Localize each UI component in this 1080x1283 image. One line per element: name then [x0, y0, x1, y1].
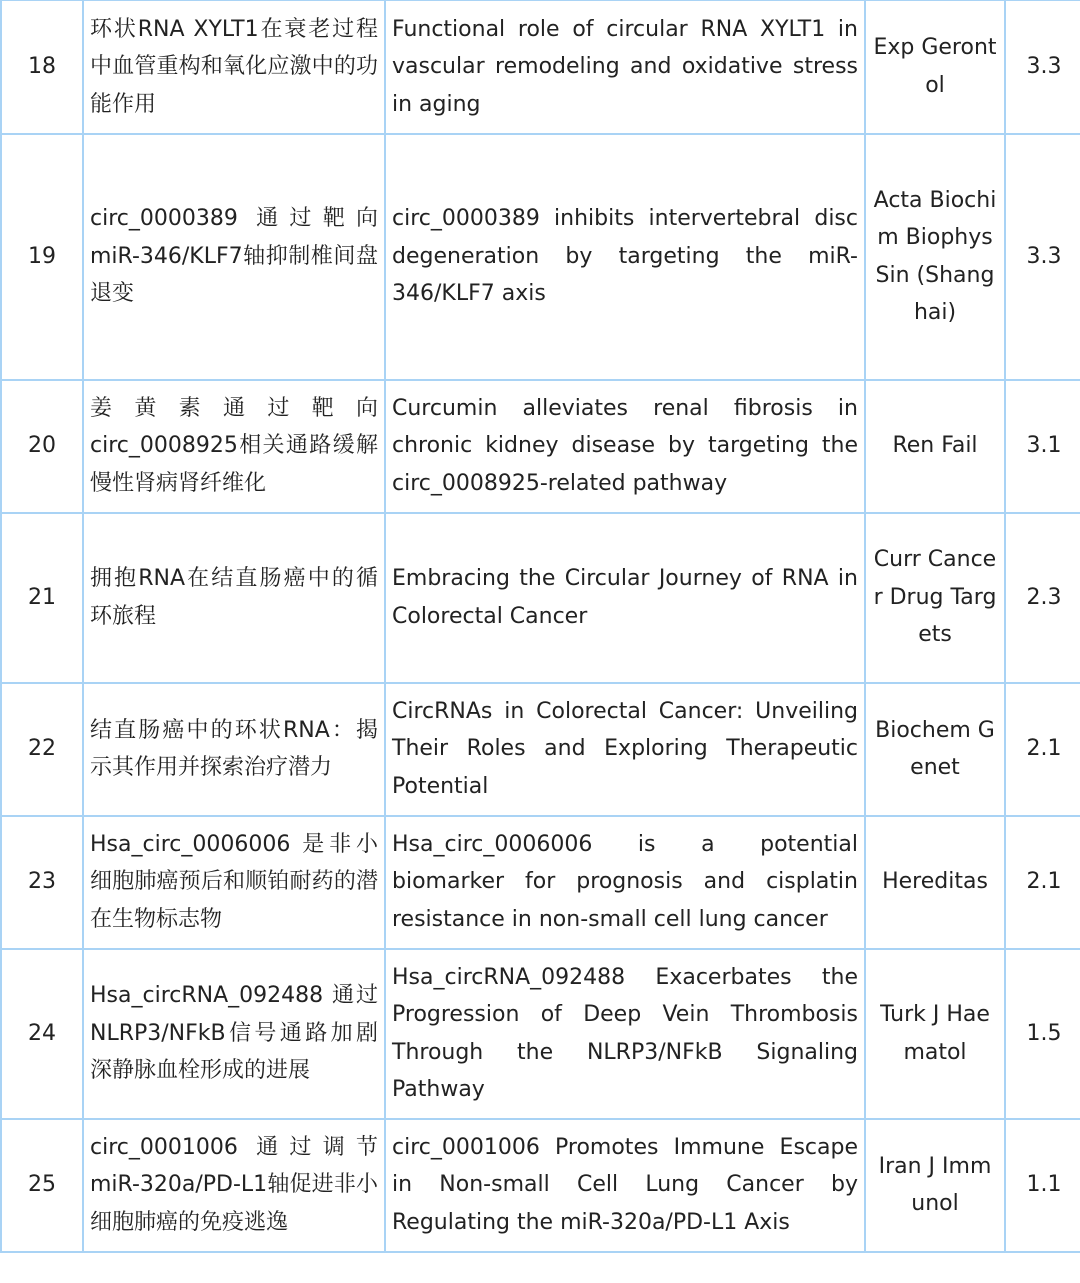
table-row [1, 1119, 1080, 1252]
impact-factor: 1.1 [1005, 1119, 1080, 1252]
title-chinese: Hsa_circ_0006006 是非小细胞肺癌预后和顺铂耐药的潜在生物标志物 [83, 816, 385, 949]
journal-name: Curr Cancer Drug Targets [865, 513, 1005, 683]
title-english: Hsa_circ_0006006 is a potential biomarker for prognosis and cisplatin resistance in non-small cell lung cancer [385, 816, 865, 949]
title-chinese: circ_0001006 通过调节miR-320a/PD-L1轴促进非小细胞肺癌的免疫逃逸 [83, 1119, 385, 1252]
title-chinese: 结直肠癌中的环状RNA：揭示其作用并探索治疗潜力 [83, 683, 385, 816]
journal-name: Turk J Haematol [865, 949, 1005, 1119]
impact-factor: 2.1 [1005, 683, 1080, 816]
row-number: 19 [1, 134, 83, 380]
row-number: 23 [1, 816, 83, 949]
row-number: 18 [1, 1, 83, 134]
title-english: Hsa_circRNA_092488 Exacerbates the Progression of Deep Vein Thrombosis Through the NLRP3/NFkB Signaling Pathway [385, 949, 865, 1119]
title-english: circ_0001006 Promotes Immune Escape in Non-small Cell Lung Cancer by Regulating the miR-320a/PD-L1 Axis [385, 1119, 865, 1252]
impact-factor: 3.3 [1005, 1, 1080, 134]
journal-name: Hereditas [865, 816, 1005, 949]
title-english: Functional role of circular RNA XYLT1 in vascular remodeling and oxidative stress in aging [385, 1, 865, 134]
title-chinese: circ_0000389 通过靶向miR-346/KLF7轴抑制椎间盘退变 [83, 134, 385, 380]
table-row [1, 134, 1080, 380]
impact-factor: 3.1 [1005, 380, 1080, 513]
table-row [1, 816, 1080, 949]
journal-name: Exp Gerontol [865, 1, 1005, 134]
row-number: 22 [1, 683, 83, 816]
row-number: 25 [1, 1119, 83, 1252]
title-chinese: 环状RNA XYLT1在衰老过程中血管重构和氧化应激中的功能作用 [83, 1, 385, 134]
row-number: 21 [1, 513, 83, 683]
row-number: 24 [1, 949, 83, 1119]
impact-factor: 3.3 [1005, 134, 1080, 380]
journal-name: Acta Biochim Biophys Sin (Shanghai) [865, 134, 1005, 380]
impact-factor: 2.1 [1005, 816, 1080, 949]
journal-name: Biochem Genet [865, 683, 1005, 816]
title-english: Embracing the Circular Journey of RNA in Colorectal Cancer [385, 513, 865, 683]
title-english: Curcumin alleviates renal fibrosis in chronic kidney disease by targeting the circ_0008925-related pathway [385, 380, 865, 513]
impact-factor: 1.5 [1005, 949, 1080, 1119]
title-chinese: 拥抱RNA在结直肠癌中的循环旅程 [83, 513, 385, 683]
table-row [1, 1, 1080, 134]
table-row [1, 683, 1080, 816]
row-number: 20 [1, 380, 83, 513]
table-body [1, 1, 1080, 1252]
impact-factor: 2.3 [1005, 513, 1080, 683]
journal-name: Iran J Immunol [865, 1119, 1005, 1252]
table-row [1, 949, 1080, 1119]
title-chinese: Hsa_circRNA_092488 通过NLRP3/NFkB信号通路加剧深静脉血栓形成的进展 [83, 949, 385, 1119]
title-chinese: 姜黄素通过靶向circ_0008925相关通路缓解慢性肾病肾纤维化 [83, 380, 385, 513]
title-english: circ_0000389 inhibits intervertebral disc degeneration by targeting the miR-346/KLF7 axis [385, 134, 865, 380]
journal-name: Ren Fail [865, 380, 1005, 513]
table-row [1, 380, 1080, 513]
table-row [1, 513, 1080, 683]
title-english: CircRNAs in Colorectal Cancer: Unveiling Their Roles and Exploring Therapeutic Potential [385, 683, 865, 816]
